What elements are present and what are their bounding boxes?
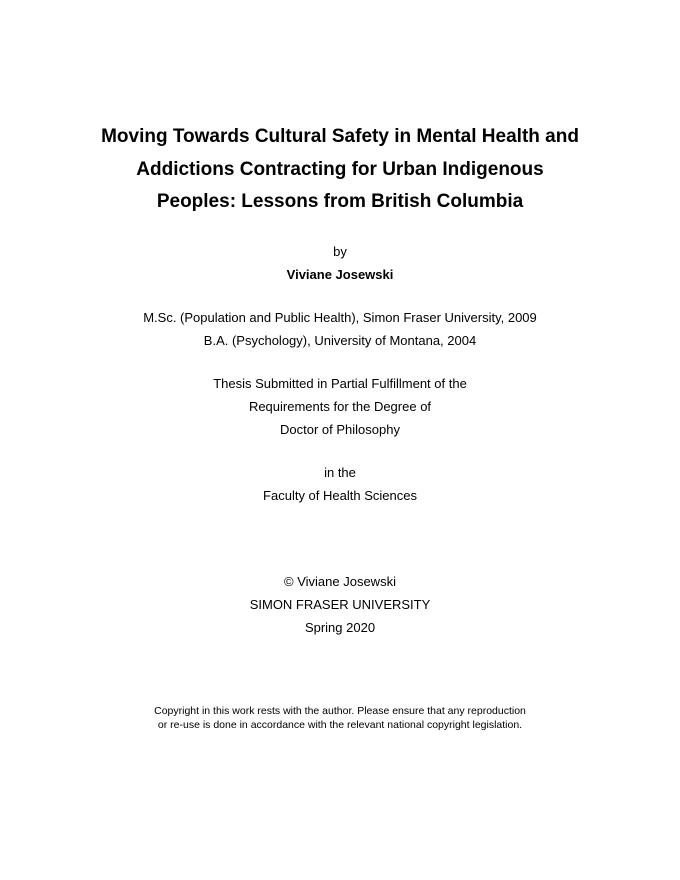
submission-line-2: Requirements for the Degree of bbox=[248, 399, 432, 414]
byline: by bbox=[333, 244, 347, 259]
program-prefix: in the bbox=[324, 465, 356, 480]
term-year: Spring 2020 bbox=[304, 620, 376, 635]
degree-name: Doctor of Philosophy bbox=[280, 422, 400, 437]
copyright-notice-line-1: Copyright in this work rests with the author. Please ensure that any reproduction bbox=[154, 705, 526, 717]
thesis-title-line-2: Addictions Contracting for Urban Indigenous bbox=[136, 159, 544, 180]
thesis-title-line-3: Peoples: Lessons from British Columbia bbox=[156, 191, 524, 212]
thesis-title-line-1: Moving Towards Cultural Safety in Mental Health and bbox=[101, 126, 579, 147]
degree-msc: M.Sc. (Population and Public Health), Simon Fraser University, 2009 bbox=[143, 310, 537, 325]
author-name: Viviane Josewski bbox=[286, 267, 394, 282]
copyright-holder: © Viviane Josewski bbox=[284, 574, 396, 589]
submission-line-1: Thesis Submitted in Partial Fulfillment of the bbox=[213, 376, 467, 391]
university-name: SIMON FRASER UNIVERSITY bbox=[249, 597, 431, 612]
faculty-name: Faculty of Health Sciences bbox=[263, 488, 417, 503]
degree-ba: B.A. (Psychology), University of Montana, 2004 bbox=[203, 333, 477, 348]
copyright-notice-line-2: or re-use is done in accordance with the relevant national copyright legislation. bbox=[157, 719, 523, 731]
